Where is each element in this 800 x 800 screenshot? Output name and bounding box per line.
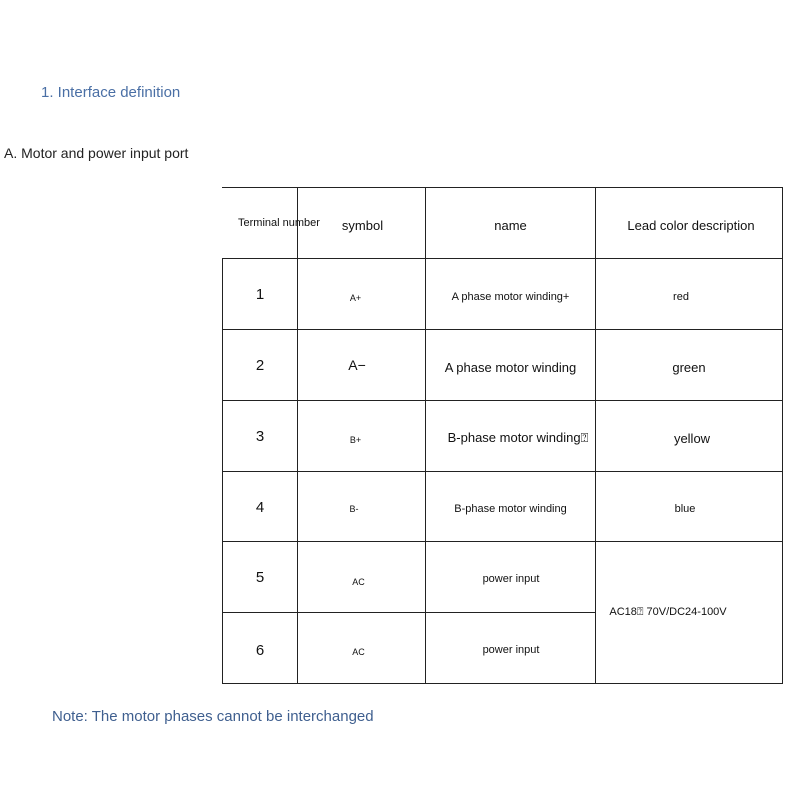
name-cell: power input: [482, 573, 540, 585]
symbol-cell: AC: [352, 647, 365, 657]
header-terminal-number: Terminal number: [238, 217, 320, 229]
note-text: Note: The motor phases cannot be interchanged: [52, 708, 374, 725]
name-cell: B-phase motor winding: [454, 503, 567, 515]
symbol-cell: B+: [349, 435, 362, 445]
lead-color-cell: yellow: [673, 430, 711, 446]
lead-color-cell: red: [673, 291, 689, 303]
terminal-number-cell: 1: [255, 285, 265, 303]
terminal-number-cell: 2: [255, 356, 265, 374]
name-cell: A phase motor winding+: [451, 291, 570, 303]
lead-color-cell: green: [672, 359, 706, 375]
symbol-cell: A−: [348, 357, 366, 373]
sub-title: A. Motor and power input port: [4, 145, 189, 161]
symbol-cell: A+: [349, 293, 362, 303]
lead-color-cell: blue: [674, 503, 696, 515]
name-cell: A phase motor winding: [444, 359, 577, 375]
terminal-number-cell: 5: [255, 568, 265, 586]
name-cell: power input: [482, 644, 540, 656]
section-title: 1. Interface definition: [41, 84, 181, 101]
header-name: name: [494, 217, 527, 233]
name-cell: B-phase motor winding⍰: [447, 430, 589, 445]
symbol-cell: B-: [349, 504, 359, 514]
terminal-number-cell: 6: [255, 641, 265, 659]
header-symbol: symbol: [341, 217, 384, 233]
power-spec-cell: AC18⍰ 70V/DC24-100V: [609, 606, 727, 618]
header-lead-color: Lead color description: [627, 217, 755, 233]
terminal-number-cell: 4: [255, 498, 265, 516]
terminal-number-cell: 3: [255, 427, 265, 445]
symbol-cell: AC: [352, 577, 365, 587]
